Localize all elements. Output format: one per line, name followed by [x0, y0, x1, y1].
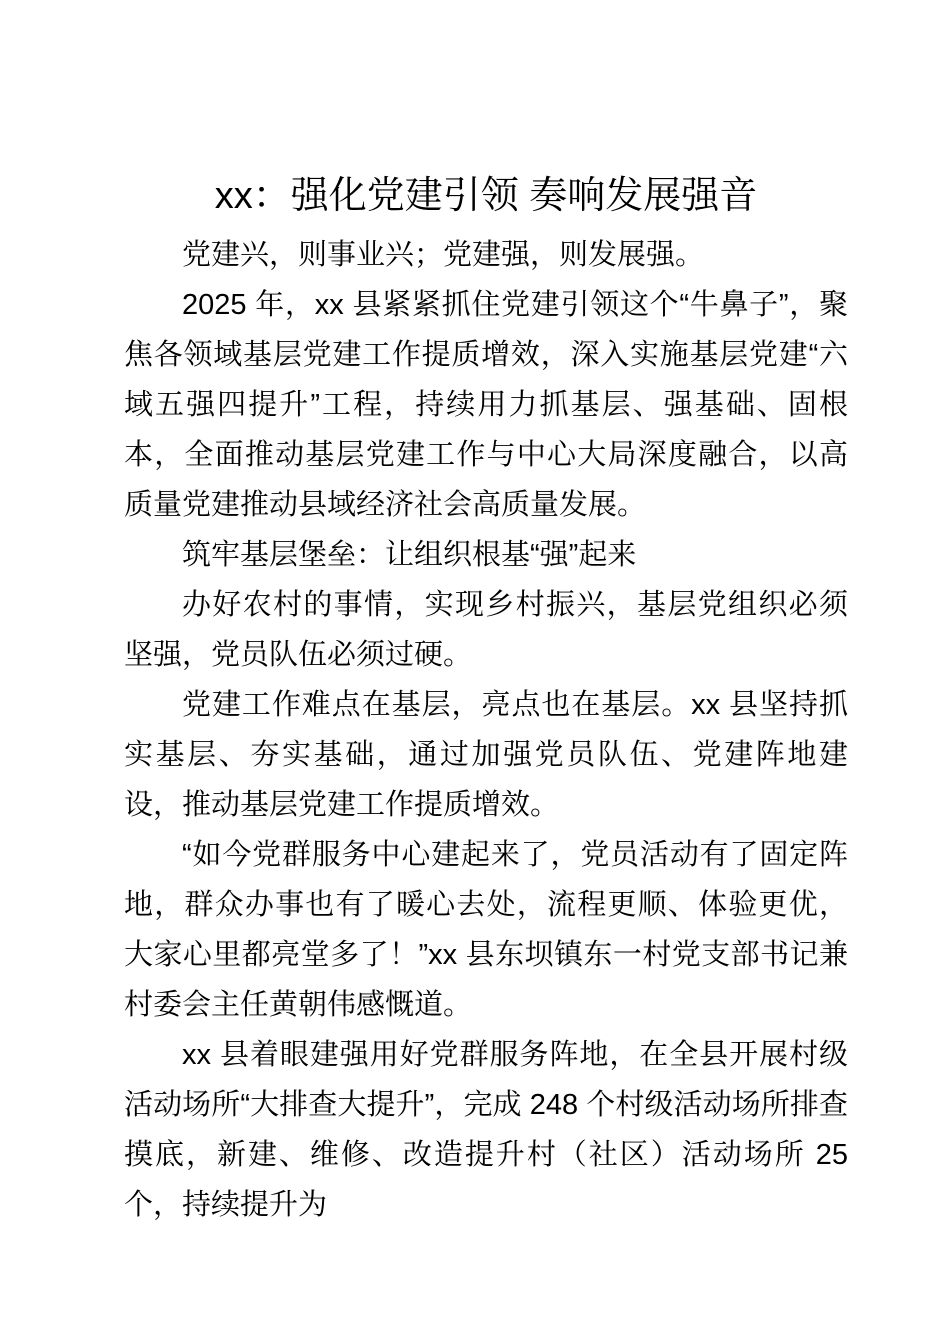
paragraph: 党建兴，则事业兴；党建强，则发展强。 — [182, 239, 705, 271]
document-body — [124, 230, 848, 1230]
paragraph: 党建工作难点在基层，亮点也在基层。xx 县坚持抓实基层、夯实基础，通过加强党员队伍、党建阵地建设，推动基层党建工作提质增效。 — [124, 689, 848, 821]
paragraph: 筑牢基层堡垒：让组织根基“强”起来 — [182, 539, 637, 571]
document-title: xx：强化党建引领 奏响发展强音 — [214, 175, 758, 217]
paragraph: “如今党群服务中心建起来了，党员活动有了固定阵地，群众办事也有了暖心去处，流程更顺、体验更优，大家心里都亮堂多了！”xx 县东坝镇东一村党支部书记兼村委会主任黄朝伟感慨道。 — [124, 839, 848, 1021]
paragraph: xx 县着眼建强用好党群服务阵地，在全县开展村级活动场所“大排查大提升”，完成 248 个村级活动场所排查摸底，新建、维修、改造提升村（社区）活动场所 25 个，持续提升为 — [124, 1039, 848, 1221]
paragraph: 办好农村的事情，实现乡村振兴，基层党组织必须坚强，党员队伍必须过硬。 — [124, 589, 848, 671]
paragraph: 2025 年，xx 县紧紧抓住党建引领这个“牛鼻子”，聚焦各领域基层党建工作提质增效，深入实施基层党建“六域五强四提升”工程，持续用力抓基层、强基础、固根本，全面推动基层党建工作与中心大局深度融合，以高质量党建推动县域经济社会高质量发展。 — [124, 289, 848, 521]
